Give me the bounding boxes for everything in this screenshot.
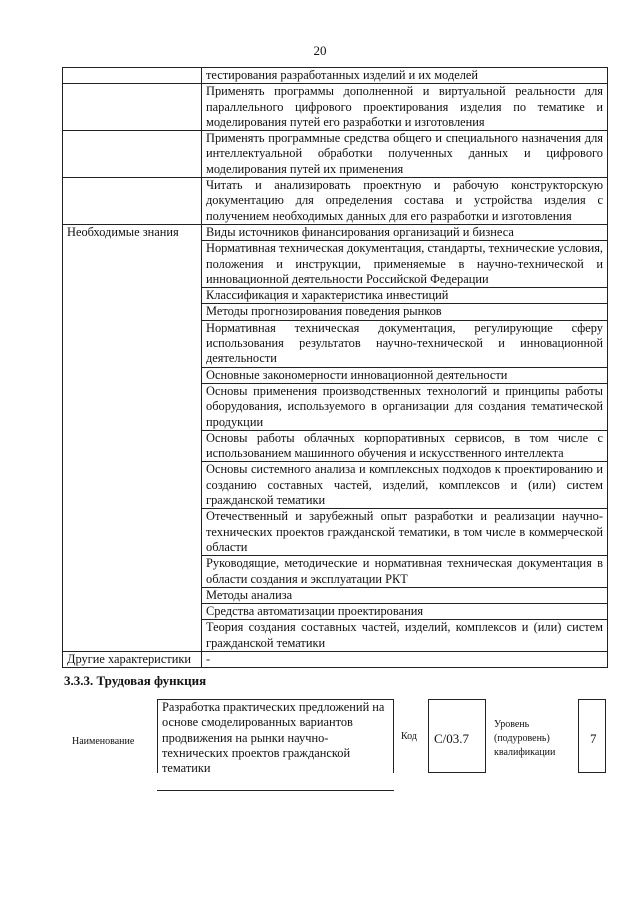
knowledge-item: Основы применения производственных технологий и принципы работы оборудования, используемого в организации для создания тематической продукции [202,383,608,430]
knowledge-item: Нормативная техническая документация, стандарты, технические условия, положения и инструкции, применяемые в научно-технической и инновационной деятельности Российской Федерации [202,241,608,288]
table-row [63,68,608,84]
function-name-value: Разработка практических предложений на основе смоделированных вариантов продвижения на рынки научно-технических проектов гражданской тематики [157,699,394,773]
table-row [63,131,608,178]
table-row [63,84,608,131]
knowledge-item: Основы системного анализа и комплексных подходов к проектированию и созданию составных частей, изделий, комплексов и (или) систем гражданской тематики [202,462,608,509]
knowledge-item: Отечественный и зарубежный опыт разработки и реализации научно-технических проектов гражданской тематики, в том числе в коммерческой области [202,509,608,556]
other-characteristics-value: - [202,651,608,667]
knowledge-item: Теория создания составных частей, изделий, комплексов и (или) систем гражданской тематики [202,620,608,652]
empty-label-cell [63,178,202,225]
skill-item: Применять программные средства общего и специального назначения для интеллектуальной обработки полученных данных и цифрового моделирования путей их применения [202,131,608,178]
empty-label-cell [63,68,202,84]
knowledge-item: Классификация и характеристика инвестиций [202,288,608,304]
qualification-level-value: 7 [590,731,597,746]
knowledge-item: Основные закономерности инновационной деятельности [202,367,608,383]
knowledge-label: Необходимые знания [63,224,202,651]
knowledge-item: Виды источников финансирования организаций и бизнеса [202,224,608,240]
knowledge-item: Нормативная техническая документация, регулирующие сферу использования результатов научно-технической и инновационной деятельности [202,320,608,367]
table-row [63,178,608,225]
qualification-level-label: Уровень (подуровень) квалификации [494,719,556,758]
empty-label-cell [63,84,202,131]
code-value: С/03.7 [434,731,470,746]
knowledge-item: Руководящие, методические и нормативная техническая документация в области создания и эксплуатации РКТ [202,556,608,588]
function-name-label: Наименование [72,736,135,747]
code-label: Код [401,731,417,742]
requirements-table [62,67,608,668]
skill-item: Читать и анализировать проектную и рабочую конструкторскую документацию для определения состава и устройства изделия с получением необходимых данных для его разработки и изготовления [202,178,608,225]
empty-label-cell [63,131,202,178]
other-characteristics-label: Другие характеристики [63,651,202,667]
knowledge-item: Методы анализа [202,587,608,603]
skill-item: Применять программы дополненной и виртуальной реальности для параллельного цифрового проектирования изделия по тематике и моделирования путей его разработки и изготовления [202,84,608,131]
knowledge-item: Средства автоматизации проектирования [202,604,608,620]
page-number: 20 [313,43,327,58]
knowledge-item: Основы работы облачных корпоративных сервисов, в том числе с использованием машинного обучения и искусственного интеллекта [202,430,608,462]
table-row [63,651,608,667]
section-title: 3.3.3. Трудовая функция [64,673,207,688]
function-name-underline [157,790,394,791]
knowledge-item: Методы прогнозирования поведения рынков [202,304,608,320]
skill-item: тестирования разработанных изделий и их моделей [202,68,608,84]
table-row [63,224,608,240]
